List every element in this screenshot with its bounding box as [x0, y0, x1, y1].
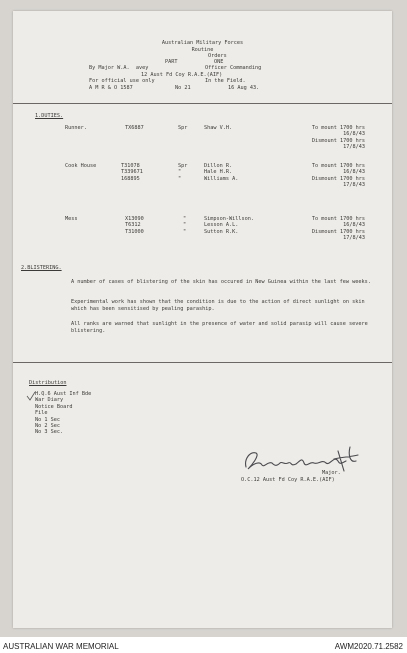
- divider-top: [13, 103, 392, 104]
- service-number: 168895: [121, 175, 140, 182]
- header-title: Australian Military Forces: [161, 40, 244, 46]
- person-name: Williams A.: [204, 175, 239, 182]
- blistering-paragraph-2: Experimental work has shown that the condition is due to the action of direct sunlight on skin which has been sensitised by pealing paraship.: [71, 299, 365, 312]
- rank: ": [178, 169, 182, 176]
- duty-times: [275, 216, 365, 242]
- person-name: Lesson A.L.: [204, 222, 239, 229]
- person-name: Dillon R.: [204, 163, 233, 169]
- service-number: T339671: [121, 169, 143, 176]
- service-number: TX6887: [125, 125, 144, 131]
- header-field: In the Field.: [205, 78, 246, 84]
- duty-numbers: [125, 216, 144, 235]
- service-number: X13090: [125, 216, 144, 222]
- distribution-item: War Diary: [35, 397, 64, 404]
- time-line: To mount 1700 hrs: [311, 125, 365, 131]
- person-name: Sutton R.K.: [204, 228, 239, 235]
- signature-title: O.C.12 Aust Fd Coy R.A.E.(AIF): [241, 477, 335, 483]
- header-by: By Major W.A. avey: [89, 65, 149, 71]
- time-line: 17/8/43: [343, 182, 365, 189]
- header-date: 16 Aug 43.: [228, 85, 260, 91]
- footer-institution: AUSTRALIAN WAR MEMORIAL: [3, 642, 119, 651]
- header-unit: 12 Aust Fd Coy R.A.E.(AIF): [141, 72, 223, 78]
- duty-ranks: [178, 125, 187, 131]
- duty-times: [275, 125, 365, 151]
- header-ref: A M R & O 1587: [89, 85, 133, 91]
- time-line: To mount 1700 hrs: [311, 163, 365, 169]
- duty-times: [275, 163, 365, 189]
- duty-ranks: [178, 163, 187, 182]
- rank: ": [178, 175, 182, 182]
- time-line: 16/8/43: [343, 131, 365, 138]
- duty-names: [204, 163, 238, 182]
- service-number: T31000: [125, 228, 144, 235]
- person-name: Hale H.R.: [204, 169, 233, 176]
- footer-accession-number: AWM2020.71.2582: [334, 642, 403, 651]
- time-line: To mount 1700 hrs: [311, 216, 365, 222]
- distribution-item: No 2 Sec: [35, 423, 60, 430]
- time-line: 16/8/43: [343, 169, 365, 176]
- signature-rank: Major.: [322, 470, 341, 476]
- time-line: Dismount 1700 hrs: [311, 175, 365, 182]
- rank: ": [183, 228, 187, 235]
- blistering-paragraph-1: A number of cases of blistering of the skin has occured in New Guinea within the last few weeks.: [71, 279, 371, 285]
- header-number: No 21: [175, 85, 191, 91]
- duty-role: Runner.: [65, 125, 87, 131]
- service-number: T6312: [125, 222, 141, 229]
- blistering-paragraph-3: All ranks are warned that sunlight in the presence of water and solid parasip will cause severe blistering.: [71, 321, 368, 334]
- header-part: PART: [165, 59, 178, 65]
- rank: ": [183, 216, 187, 222]
- rank: ": [183, 222, 187, 229]
- document-page: [13, 11, 392, 628]
- distribution-item: H.Q.6 Aust Inf Bde: [35, 391, 92, 397]
- duty-numbers: [125, 125, 144, 131]
- archive-footer: [0, 640, 407, 653]
- duty-ranks: [183, 216, 186, 235]
- blistering-heading: 2.BLISTERING.: [21, 265, 62, 271]
- time-line: 16/8/43: [343, 222, 365, 229]
- duty-role: Mess: [65, 216, 78, 222]
- time-line: 17/8/43: [343, 144, 365, 151]
- handwritten-signature: [238, 441, 368, 479]
- distribution-item: No 3 Sec.: [35, 429, 64, 436]
- time-line: Dismount 1700 hrs: [311, 228, 365, 235]
- duty-numbers: [121, 163, 143, 182]
- distribution-list: [35, 391, 91, 436]
- rank: Spr: [178, 125, 188, 131]
- distribution-heading: Distribution: [29, 380, 67, 386]
- time-line: 17/8/43: [343, 235, 365, 242]
- divider-bottom: [13, 362, 392, 363]
- distribution-item: Notice Board: [35, 403, 73, 410]
- person-name: Simpson-Willson.: [204, 216, 254, 222]
- distribution-item: No 1 Sec: [35, 416, 60, 423]
- header-official: For official use only: [89, 78, 155, 84]
- service-number: T31078: [121, 163, 140, 169]
- distribution-item: File: [35, 410, 48, 417]
- duty-names: [204, 216, 254, 235]
- header-one: ONE: [214, 59, 224, 65]
- duties-heading: 1.DUTIES.: [35, 113, 64, 119]
- time-line: Dismount 1700 hrs: [311, 137, 365, 144]
- header-orders: Orders: [208, 53, 227, 59]
- header-routine: Routine: [191, 47, 214, 53]
- duty-names: [204, 125, 232, 131]
- rank: Spr: [178, 163, 188, 169]
- duty-role: Cook House: [65, 163, 97, 169]
- person-name: Shaw V.H.: [204, 125, 233, 131]
- header-officer: Officer Commanding: [205, 65, 262, 71]
- tick-mark-icon: [25, 390, 37, 404]
